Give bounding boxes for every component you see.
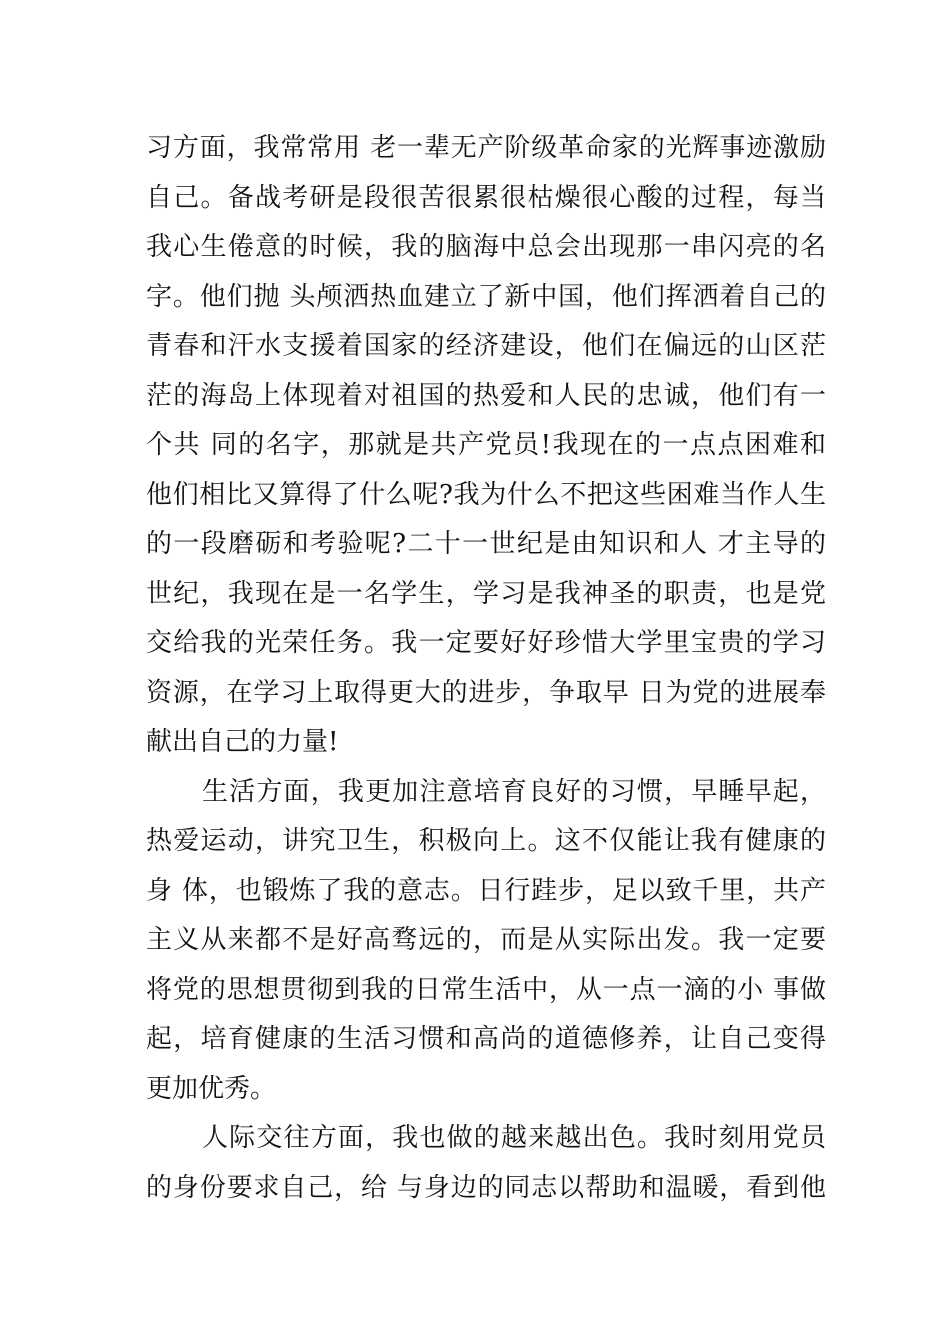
paragraph-first-line: 生活方面，我更加注意培育良好的习惯，早睡早起， [202, 776, 826, 807]
paragraph-end-line: 献出自己的力量! [146, 727, 339, 757]
text-line: 个共 同的名字，那就是共产党员!我现在的一点点困难和 [146, 430, 826, 460]
paragraph-first-line: 人际交往方面，我也做的越来越出色。我时刻用党员 [202, 1123, 826, 1153]
text-line: 世纪，我现在是一名学生，学习是我神圣的职责，也是党 [146, 578, 826, 609]
text-line: 的身份要求自己，给 与身边的同志以帮助和温暖，看到他 [146, 1172, 826, 1203]
text-line: 习方面，我常常用 老一辈无产阶级革命家的光辉事迹激励 [146, 133, 826, 163]
text-line: 将党的思想贯彻到我的日常生活中，从一点一滴的小 事做 [146, 974, 826, 1005]
text-line: 资源，在学习上取得更大的进步，争取早 日为党的进展奉 [146, 677, 826, 708]
text-line: 交给我的光荣任务。我一定要好好珍惜大学里宝贵的学习 [146, 628, 826, 658]
paragraph-end-line: 更加优秀。 [146, 1073, 277, 1104]
text-line: 他们相比又算得了什么呢?我为什么不把这些困难当作人生 [146, 479, 826, 510]
text-line: 字。他们抛 头颅洒热血建立了新中国，他们挥洒着自己的 [146, 281, 826, 312]
document-body [146, 124, 826, 1213]
text-line: 热爱运动，讲究卫生，积极向上。这不仅能让我有健康的 [146, 826, 826, 856]
text-line: 起，培育健康的生活习惯和高尚的道德修养，让自己变得 [146, 1024, 826, 1054]
text-line: 青春和汗水支援着国家的经济建设，他们在偏远的山区茫 [146, 331, 826, 361]
text-line: 自己。备战考研是段很苦很累很枯燥很心酸的过程，每当 [146, 182, 826, 213]
text-line: 身 体，也锻炼了我的意志。日行跬步，足以致千里，共产 [146, 875, 826, 906]
text-line: 主义从来都不是好高骛远的，而是从实际出发。我一定要 [146, 925, 826, 955]
text-line: 我心生倦意的时候，我的脑海中总会出现那一串闪亮的名 [146, 232, 826, 262]
text-line: 茫的海岛上体现着对祖国的热爱和人民的忠诚，他们有一 [146, 380, 826, 411]
text-line: 的一段磨砺和考验呢?二十一世纪是由知识和人 才主导的 [146, 529, 826, 559]
